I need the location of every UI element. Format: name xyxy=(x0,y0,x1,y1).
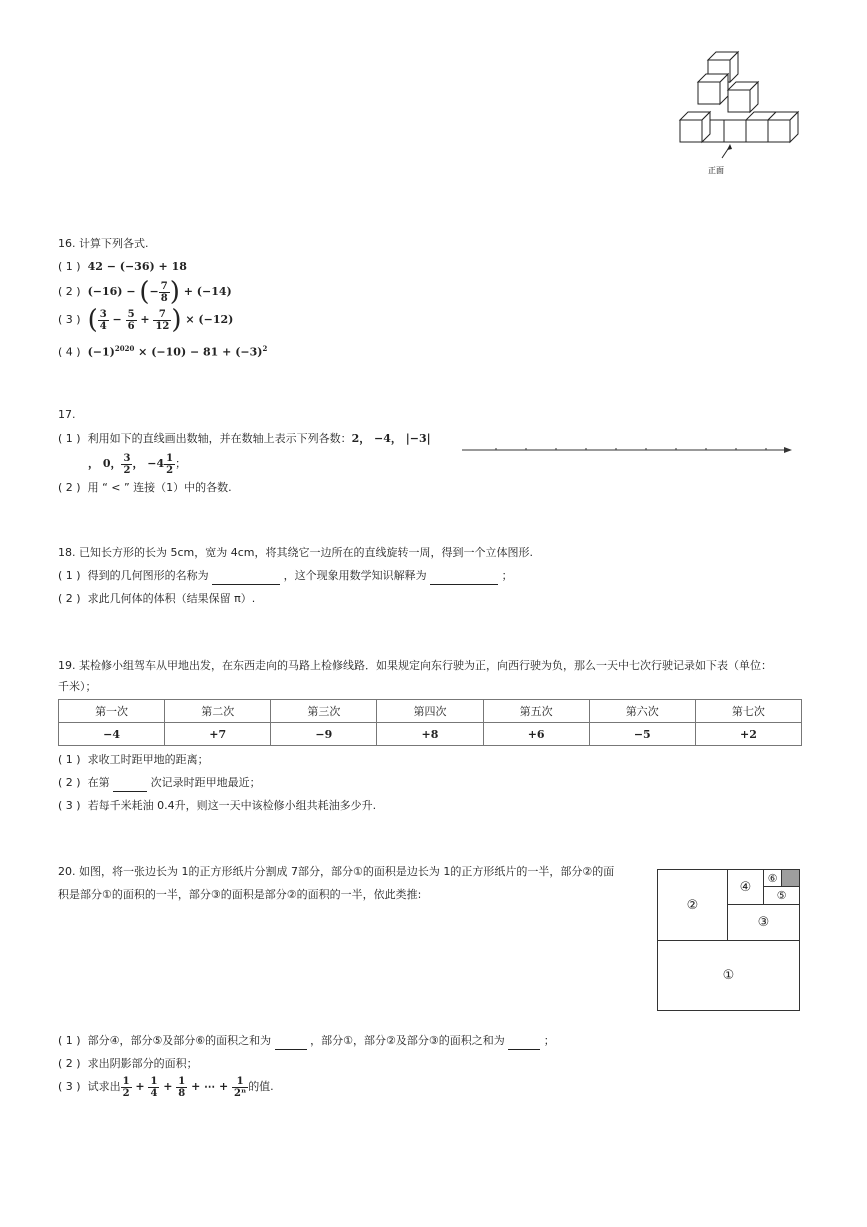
q19-title-line1: 19. 某检修小组驾车从甲地出发，在东西走向的马路上检修线路．如果规定向东行驶为正，向西行驶为负，那么一天中七次行驶记录如下表（单位： xyxy=(58,659,772,672)
answer-blank[interactable] xyxy=(113,775,147,792)
part-1: ① xyxy=(657,940,800,1011)
q17-title: 17. xyxy=(58,408,76,421)
number-line[interactable] xyxy=(460,444,795,456)
part-3: ③ xyxy=(727,904,800,941)
q16-item-1: ( 1 ) 42 − (−36) + 18 xyxy=(58,260,187,273)
q19-part2: ( 2 ) 在第 次记录时距甲地最近； xyxy=(58,775,261,792)
q16-item-4: ( 4 ) $(-1)^{2020} \times (-10) - 81 + (-3)^2$ xyxy=(58,344,268,359)
q20-title-line2: 积是部分①的面积的一半，部分③的面积是部分②的面积的一半，依此类推: xyxy=(58,888,422,901)
answer-blank[interactable] xyxy=(430,568,498,585)
table-header-cell: 第二次 xyxy=(165,700,271,723)
q18-part1: ( 1 ) 得到的几何图形的名称为 ，这个现象用数学知识解释为 ； xyxy=(58,568,513,585)
q17-part1: ( 1 ) 利用如下的直线画出数轴，并在数轴上表示下列各数：2， −4， |−3| xyxy=(58,432,431,445)
q16-item-3: ( 3 ) ( $\frac{3}{4}$ − $\frac{5}{6}$ + $\frac{7}{12}$ ) × (−12) xyxy=(58,305,234,335)
table-row xyxy=(59,723,802,746)
q16-item-2: ( 2 ) (−16) − (− $\frac{7}{8}$ ) + (−14) xyxy=(58,277,232,307)
shaded-part xyxy=(781,869,800,887)
table-cell: −9 xyxy=(271,723,377,746)
front-label: 正面 xyxy=(708,166,724,175)
table-cell: +7 xyxy=(165,723,271,746)
cube-figure xyxy=(670,40,820,180)
table-cell: +6 xyxy=(483,723,589,746)
driving-record-table xyxy=(58,699,802,746)
q17-part1-line2: ， 0， $\frac{3}{2}$ ， −4 $\frac{1}{2}$ ； xyxy=(88,452,187,476)
q19-title-line2: 千米）； xyxy=(58,680,97,693)
table-header-cell: 第一次 xyxy=(59,700,165,723)
q18-title: 18. 已知长方形的长为 5cm，宽为 4cm，将其绕它一边所在的直线旋转一周，得到一个立体图形. xyxy=(58,546,534,559)
part-2: ② xyxy=(657,869,728,941)
part-4: ④ xyxy=(727,869,764,905)
square-partition-figure xyxy=(657,869,800,1011)
part-5: ⑤ xyxy=(763,886,800,905)
answer-blank[interactable] xyxy=(212,568,280,585)
q20-part2: ( 2 ) 求出阴影部分的面积； xyxy=(58,1057,198,1070)
table-cell: +2 xyxy=(695,723,801,746)
q19-part3: ( 3 ) 若每千米耗油 0.4升，则这一天中该检修小组共耗油多少升. xyxy=(58,799,377,812)
table-header-cell: 第七次 xyxy=(695,700,801,723)
part-6: ⑥ xyxy=(763,869,782,887)
q18-part2: ( 2 ) 求此几何体的体积（结果保留 π）. xyxy=(58,592,256,605)
table-cell: −4 xyxy=(59,723,165,746)
q19-part1: ( 1 ) 求收工时距甲地的距离； xyxy=(58,753,209,766)
table-cell: −5 xyxy=(589,723,695,746)
table-header-cell: 第六次 xyxy=(589,700,695,723)
table-header-cell: 第五次 xyxy=(483,700,589,723)
table-header-cell: 第三次 xyxy=(271,700,377,723)
q20-part1: ( 1 ) 部分④，部分⑤及部分⑥的面积之和为 ，部分①，部分②及部分③的面积之和为 ； xyxy=(58,1033,555,1050)
answer-blank[interactable] xyxy=(508,1033,540,1050)
table-header-row xyxy=(59,700,802,723)
q20-title-line1: 20. 如图，将一张边长为 1的正方形纸片分割成 7部分，部分①的面积是边长为 1的正方形纸片的一半，部分②的面 xyxy=(58,865,615,878)
table-header-cell: 第四次 xyxy=(377,700,483,723)
q17-part2: ( 2 ) 用 “ < ” 连接（1）中的各数. xyxy=(58,481,232,494)
q16-title: 16. 计算下列各式. xyxy=(58,237,149,250)
answer-blank[interactable] xyxy=(275,1033,307,1050)
table-cell: +8 xyxy=(377,723,483,746)
q20-part3: ( 3 ) 试求出 $\frac{1}{2}$ + $\frac{1}{4}$ + $\frac{1}{8}$ + ⋯ + $\frac{1}{\text{2ⁿ}}$ 的值. xyxy=(58,1075,274,1099)
